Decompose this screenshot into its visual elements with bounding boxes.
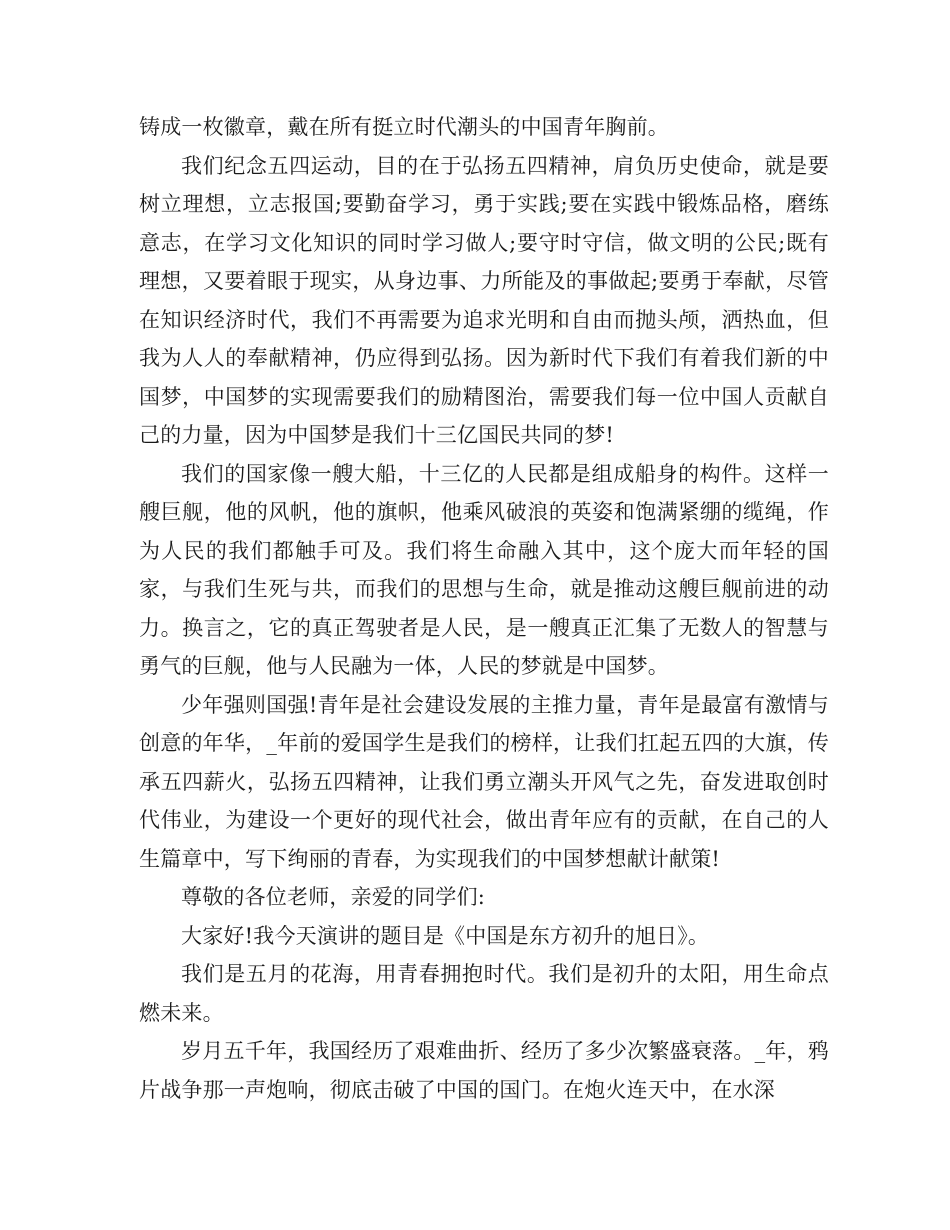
- paragraph: 我们的国家像一艘大船，十三亿的人民都是组成船身的构件。这样一艘巨舰，他的风帆，他的旗帜，他乘风破浪的英姿和饱满紧绷的缆绳，作为人民的我们都触手可及。我们将生命融入其中，这个庞大而年轻的国家，与我们生死与共，而我们的思想与生命，就是推动这艘巨舰前进的动力。换言之，它的真正驾驶者是人民，是一艘真正汇集了无数人的智慧与勇气的巨舰，他与人民融为一体，人民的梦就是中国梦。: [139, 461, 829, 678]
- paragraph: 铸成一枚徽章，戴在所有挺立时代潮头的中国青年胸前。: [139, 115, 669, 139]
- paragraph: 大家好!我今天演讲的题目是《中国是东方初升的旭日》。: [181, 923, 710, 948]
- document-body: [139, 108, 829, 1109]
- paragraph: 我们是五月的花海，用青春拥抱时代。我们是初升的太阳，用生命点燃未来。: [139, 962, 829, 1025]
- paragraph: 少年强则国强!青年是社会建设发展的主推力量，青年是最富有激情与创意的年华，_年前的爱国学生是我们的榜样，让我们扛起五四的大旗，传承五四薪火，弘扬五四精神，让我们勇立潮头开风气之先，奋发进取创时代伟业，为建设一个更好的现代社会，做出青年应有的贡献，在自己的人生篇章中，写下绚丽的青春，为实现我们的中国梦想献计献策!: [139, 692, 829, 871]
- paragraph: 我们纪念五四运动，目的在于弘扬五四精神，肩负历史使命，就是要树立理想，立志报国;要勤奋学习，勇于实践;要在实践中锻炼品格，磨练意志，在学习文化知识的同时学习做人;要守时守信，做文明的公民;既有理想，又要着眼于现实，从身边事、力所能及的事做起;要勇于奉献，尽管在知识经济时代，我们不再需要为追求光明和自由而抛头颅，洒热血，但我为人人的奉献精神，仍应得到弘扬。因为新时代下我们有着我们新的中国梦，中国梦的实现需要我们的励精图治，需要我们每一位中国人贡献自己的力量，因为中国梦是我们十三亿国民共同的梦!: [139, 153, 829, 447]
- paragraph: 岁月五千年，我国经历了艰难曲折、经历了多少次繁盛衰落。_年，鸦片战争那一声炮响，彻底击破了中国的国门。在炮火连天中，在水深: [139, 1039, 829, 1102]
- paragraph: 尊敬的各位老师，亲爱的同学们:: [181, 885, 486, 909]
